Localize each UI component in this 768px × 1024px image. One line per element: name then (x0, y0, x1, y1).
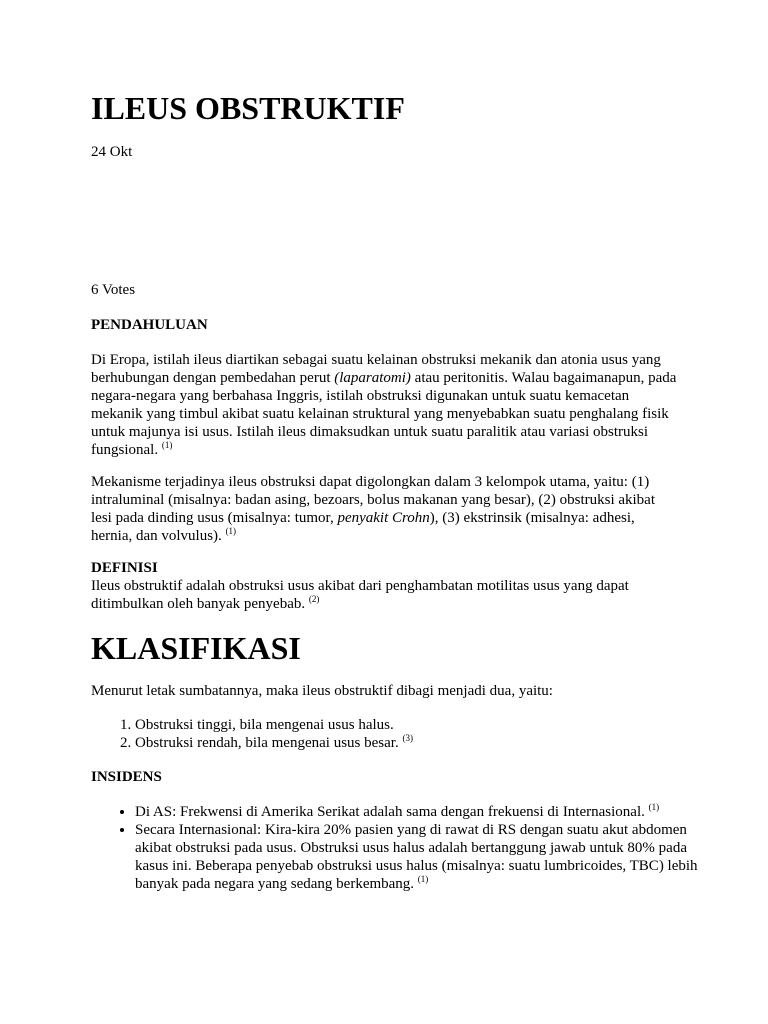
list-item (135, 716, 723, 734)
paragraph-mechanism (91, 473, 679, 545)
paragraph-mechanism-text-b: ), (3) ekstrinsik (misalnya: adhesi, hernia, dan volvulus). (91, 510, 635, 544)
list-item (135, 821, 723, 893)
reference-marker: (3) (402, 733, 413, 743)
list-item (135, 803, 723, 821)
section-heading-klasifikasi: KLASIFIKASI (91, 630, 301, 666)
reference-marker: (1) (648, 802, 660, 812)
section-definisi (91, 559, 679, 613)
list-item-text: Obstruksi tinggi, bila mengenai usus halus. (135, 717, 394, 733)
section-heading-pendahuluan: PENDAHULUAN (91, 317, 208, 333)
list-item-text: Secara Internasional: Kira-kira 20% pasien yang di rawat di RS dengan suatu akut abdomen akibat obstruksi pada usus. Obstruksi usus halus adalah bertanggung jawab untuk 80% pada kasus ini. Beberapa penyebab obstruksi usus halus (misalnya: suatu lumbricoides, TBC) lebih banyak pada negara yang sedang berkembang. (135, 822, 698, 892)
list-item (135, 734, 723, 752)
paragraph-mechanism-text-a: Mekanisme terjadinya ileus obstruksi dapat digolongkan dalam 3 kelompok utama, yaitu: (1) intraluminal (misalnya: badan asing, bezoars, bolus makanan yang besar), (2) obstruksi akibat lesi pada dinding usus (misalnya: tumor, (91, 474, 656, 526)
post-date: 24 Okt (91, 144, 133, 160)
klasifikasi-intro: Menurut letak sumbatannya, maka ileus obstruktif dibagi menjadi dua, yaitu: (91, 683, 553, 699)
paragraph-intro-text-b: atau peritonitis. Walau bagaimanapun, pada negara-negara yang berbahasa Inggris, istilah obstruksi digunakan untuk suatu kemacetan mekanik yang timbul akibat suatu kelainan struktural yang menyebabkan suatu penghalang fisik untuk majunya isi usus. Istilah ileus dimaksudkan untuk suatu paralitik atau variasi obstruksi fungsional. (91, 370, 677, 458)
insidens-list (91, 803, 723, 893)
votes-count: 6 Votes (91, 282, 136, 298)
section-heading-insidens: INSIDENS (91, 769, 162, 785)
klasifikasi-list (91, 716, 723, 752)
reference-marker: (1) (417, 874, 429, 884)
page-title: ILEUS OBSTRUKTIF (91, 90, 405, 126)
paragraph-intro-italic: (laparatomi) (334, 370, 411, 386)
list-item-text: Obstruksi rendah, bila mengenai usus besar. (135, 735, 399, 751)
list-item-text: Di AS: Frekwensi di Amerika Serikat adalah sama dengan frekuensi di Internasional. (135, 804, 645, 820)
reference-marker: (2) (308, 594, 320, 604)
definisi-text (91, 577, 679, 613)
paragraph-mechanism-italic: penyakit Crohn (337, 510, 430, 526)
definisi-body: Ileus obstruktif adalah obstruksi usus akibat dari penghambatan motilitas usus yang dapat ditimbulkan oleh banyak penyebab. (91, 578, 629, 612)
section-heading-definisi: DEFINISI (91, 560, 158, 576)
paragraph-intro-text-a: Di Eropa, istilah ileus diartikan sebagai suatu kelainan obstruksi mekanik dan atonia usus yang berhubungan dengan pembedahan perut (91, 352, 661, 386)
reference-marker: (1) (225, 526, 237, 536)
paragraph-intro (91, 351, 679, 459)
reference-marker: (1) (161, 440, 173, 450)
